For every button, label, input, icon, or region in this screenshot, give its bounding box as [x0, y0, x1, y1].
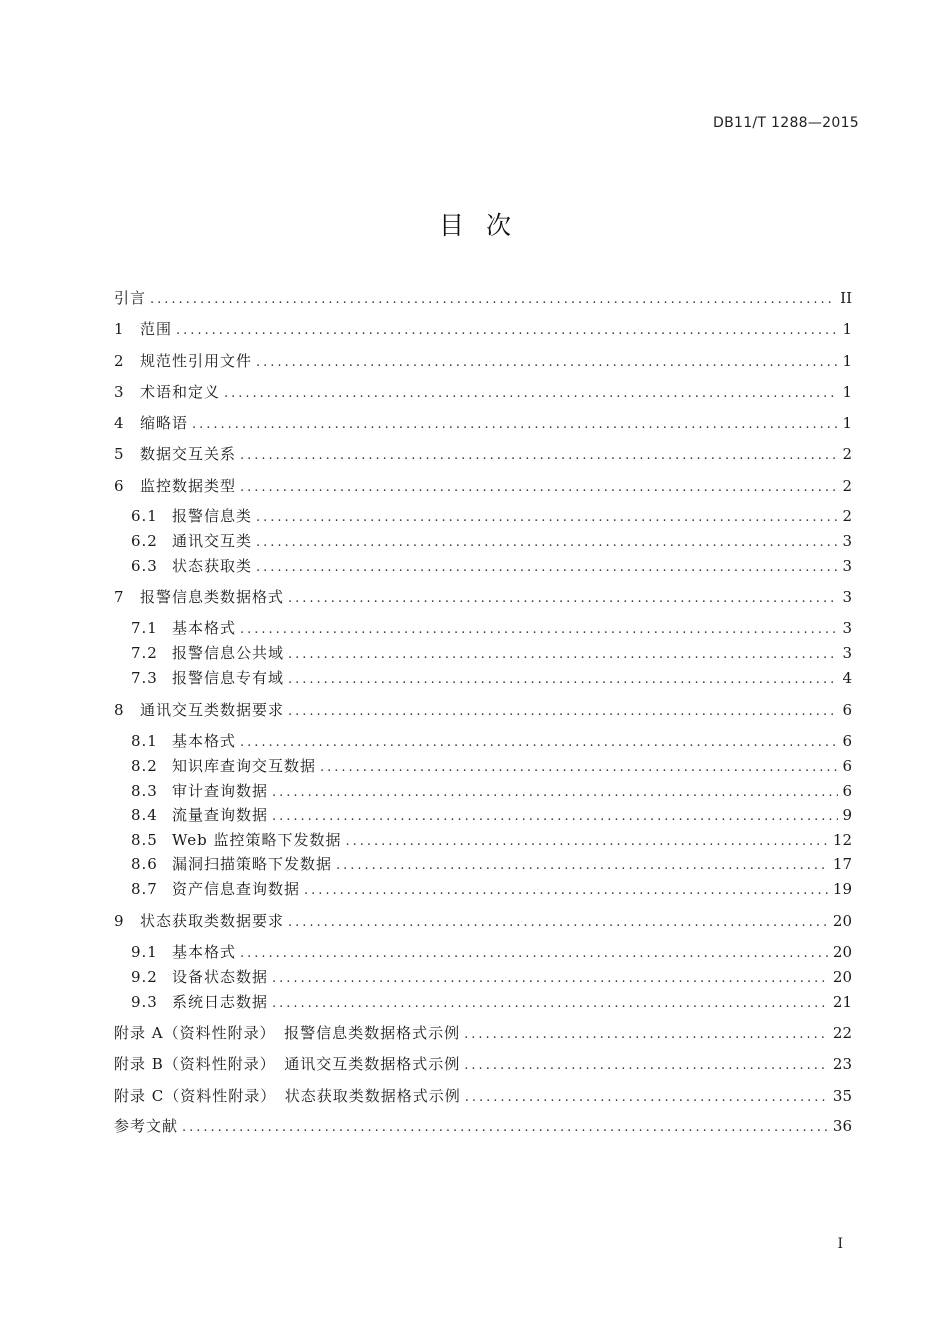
toc-dot-leader [240, 445, 838, 467]
toc-dot-leader [288, 701, 838, 723]
toc-entry[interactable] [131, 941, 852, 963]
toc-entry[interactable] [131, 530, 852, 552]
toc-dot-leader [150, 289, 836, 311]
toc-entry[interactable] [131, 667, 852, 689]
toc-entry-number: 6.3 [131, 557, 158, 575]
toc-entry-label: 漏洞扫描策略下发数据 [172, 855, 333, 873]
toc-entry-label: 通讯交互类数据要求 [140, 701, 285, 719]
toc-entry-page: 36 [832, 1117, 852, 1135]
toc-dot-leader [288, 644, 838, 666]
toc-entry[interactable] [131, 829, 852, 851]
toc-entry-label: 流量查询数据 [172, 806, 269, 824]
toc-dot-leader [336, 855, 829, 877]
toc-dot-leader [304, 880, 829, 902]
toc-entry-page: 20 [832, 912, 852, 930]
toc-dot-leader [182, 1117, 829, 1139]
toc-entry-page: 22 [832, 1024, 852, 1042]
toc-entry-label: 资产信息查询数据 [172, 880, 301, 898]
toc-dot-leader [240, 943, 829, 965]
toc-entry[interactable] [114, 1022, 852, 1044]
toc-entry-label: 报警信息类数据格式 [140, 588, 285, 606]
toc-entry-number: 7.3 [131, 669, 158, 687]
toc-entry[interactable] [131, 804, 852, 826]
toc-entry-page: 21 [832, 993, 852, 1011]
toc-entry[interactable] [114, 1115, 852, 1137]
toc-entry-page: 12 [832, 831, 852, 849]
toc-dot-leader [224, 383, 838, 405]
toc-entry[interactable] [131, 755, 852, 777]
toc-entry-number: 6.2 [131, 532, 158, 550]
toc-entry-number: 8.3 [131, 782, 158, 800]
toc-dot-leader [345, 831, 828, 853]
toc-entry-number: 9.3 [131, 993, 158, 1011]
toc-entry-number: 1 [114, 320, 124, 338]
toc-entry[interactable] [131, 642, 852, 664]
toc-entry[interactable] [131, 991, 852, 1013]
toc-entry-label: 附录 A（资料性附录） 报警信息类数据格式示例 [114, 1024, 461, 1042]
toc-dot-leader [240, 477, 838, 499]
toc-entry[interactable] [131, 878, 852, 900]
toc-entry-number: 4 [114, 414, 124, 432]
toc-entry-number: 7 [114, 588, 124, 606]
toc-entry-label: Web 监控策略下发数据 [172, 831, 342, 849]
toc-entry[interactable] [114, 381, 852, 403]
toc-entry-number: 8.5 [131, 831, 158, 849]
toc-entry-page: 1 [842, 414, 852, 432]
toc-entry-label: 数据交互关系 [140, 445, 237, 463]
toc-entry-page: 1 [842, 320, 852, 338]
toc-entry-number: 5 [114, 445, 124, 463]
toc-entry-label: 附录 C（资料性附录） 状态获取类数据格式示例 [114, 1087, 461, 1105]
toc-entry-number: 9.2 [131, 968, 158, 986]
toc-entry-page: 17 [832, 855, 852, 873]
toc-dot-leader [288, 588, 838, 610]
document-code: DB11/T 1288—2015 [713, 115, 859, 131]
toc-dot-leader [272, 968, 829, 990]
toc-entry-label: 基本格式 [172, 943, 237, 961]
toc-entry-label: 状态获取类 [172, 557, 253, 575]
toc-dot-leader [272, 806, 838, 828]
toc-entry-label: 状态获取类数据要求 [140, 912, 285, 930]
toc-entry-number: 8.7 [131, 880, 158, 898]
toc-entry-number: 9 [114, 912, 124, 930]
toc-entry-page: 20 [832, 968, 852, 986]
toc-entry-label: 报警信息公共域 [172, 644, 285, 662]
page-number: I [837, 1236, 843, 1252]
toc-entry-label: 通讯交互类 [172, 532, 253, 550]
toc-entry[interactable] [114, 350, 852, 372]
toc-entry[interactable] [114, 443, 852, 465]
toc-entry-label: 监控数据类型 [140, 477, 237, 495]
toc-entry[interactable] [114, 699, 852, 721]
toc-dot-leader [320, 757, 838, 779]
toc-entry-label: 系统日志数据 [172, 993, 269, 1011]
toc-entry-page: 3 [842, 619, 852, 637]
toc-entry-label: 设备状态数据 [172, 968, 269, 986]
toc-dot-leader [465, 1087, 829, 1109]
toc-entry[interactable] [131, 617, 852, 639]
toc-entry-page: 6 [842, 701, 852, 719]
toc-dot-leader [256, 352, 838, 374]
toc-entry-page: 3 [842, 644, 852, 662]
toc-entry-page: 9 [842, 806, 852, 824]
page-title: 目次 [438, 211, 533, 240]
toc-dot-leader [272, 782, 838, 804]
toc-entry-label: 范围 [140, 320, 173, 338]
toc-entry-label: 参考文献 [114, 1117, 179, 1135]
toc-entry-label: 规范性引用文件 [140, 352, 253, 370]
toc-entry-page: 1 [842, 352, 852, 370]
toc-entry-page: 6 [842, 757, 852, 775]
toc-entry-label: 术语和定义 [140, 383, 221, 401]
toc-dot-leader [176, 320, 838, 342]
toc-entry[interactable] [114, 412, 852, 434]
toc-entry[interactable] [114, 910, 852, 932]
toc-entry-page: 20 [832, 943, 852, 961]
toc-dot-leader [240, 619, 838, 641]
toc-entry[interactable] [131, 853, 852, 875]
toc-entry-label: 报警信息专有域 [172, 669, 285, 687]
toc-entry[interactable] [131, 780, 852, 802]
toc-dot-leader [288, 669, 838, 691]
toc-entry-number: 6 [114, 477, 124, 495]
toc-entry-page: 4 [842, 669, 852, 687]
toc-dot-leader [256, 557, 838, 579]
toc-entry-label: 审计查询数据 [172, 782, 269, 800]
toc-entry-number: 8.6 [131, 855, 158, 873]
toc-entry[interactable] [114, 586, 852, 608]
toc-entry-page: 2 [842, 477, 852, 495]
toc-dot-leader [464, 1055, 829, 1077]
toc-entry[interactable] [131, 966, 852, 988]
toc-dot-leader [288, 912, 829, 934]
toc-entry-page: 3 [842, 557, 852, 575]
toc-dot-leader [192, 414, 838, 436]
toc-entry-number: 8.2 [131, 757, 158, 775]
toc-entry-page: 3 [842, 532, 852, 550]
toc-entry-label: 引言 [114, 289, 147, 307]
toc-entry[interactable] [114, 1085, 852, 1107]
toc-entry[interactable] [131, 505, 852, 527]
toc-entry-number: 2 [114, 352, 124, 370]
toc-dot-leader [256, 507, 838, 529]
toc-entry-label: 基本格式 [172, 619, 237, 637]
toc-entry-page: 2 [842, 507, 852, 525]
toc-entry-page: 35 [832, 1087, 852, 1105]
toc-entry[interactable] [114, 1053, 852, 1075]
toc-entry-number: 8.4 [131, 806, 158, 824]
toc-entry-number: 6.1 [131, 507, 158, 525]
toc-dot-leader [464, 1024, 829, 1046]
toc-entry-label: 知识库查询交互数据 [172, 757, 317, 775]
toc-entry-label: 附录 B（资料性附录） 通讯交互类数据格式示例 [114, 1055, 461, 1073]
toc-entry[interactable] [131, 555, 852, 577]
toc-entry[interactable] [114, 318, 852, 340]
toc-dot-leader [240, 732, 838, 754]
toc-entry-number: 8.1 [131, 732, 158, 750]
toc-entry-page: 2 [842, 445, 852, 463]
toc-entry-label: 基本格式 [172, 732, 237, 750]
toc-entry[interactable] [131, 730, 852, 752]
toc-entry-page: 23 [832, 1055, 852, 1073]
toc-entry[interactable] [114, 475, 852, 497]
toc-entry-page: 19 [832, 880, 852, 898]
toc-entry[interactable] [114, 287, 852, 309]
toc-entry-number: 7.1 [131, 619, 158, 637]
toc-entry-number: 3 [114, 383, 124, 401]
toc-entry-page: 1 [842, 383, 852, 401]
toc-entry-number: 7.2 [131, 644, 158, 662]
toc-entry-page: 6 [842, 732, 852, 750]
toc-entry-label: 报警信息类 [172, 507, 253, 525]
toc-entry-page: 6 [842, 782, 852, 800]
toc-entry-number: 8 [114, 701, 124, 719]
toc-entry-page: II [840, 289, 852, 307]
toc-entry-label: 缩略语 [140, 414, 189, 432]
toc-entry-number: 9.1 [131, 943, 158, 961]
toc-dot-leader [256, 532, 838, 554]
toc-entry-page: 3 [842, 588, 852, 606]
toc-dot-leader [272, 993, 829, 1015]
